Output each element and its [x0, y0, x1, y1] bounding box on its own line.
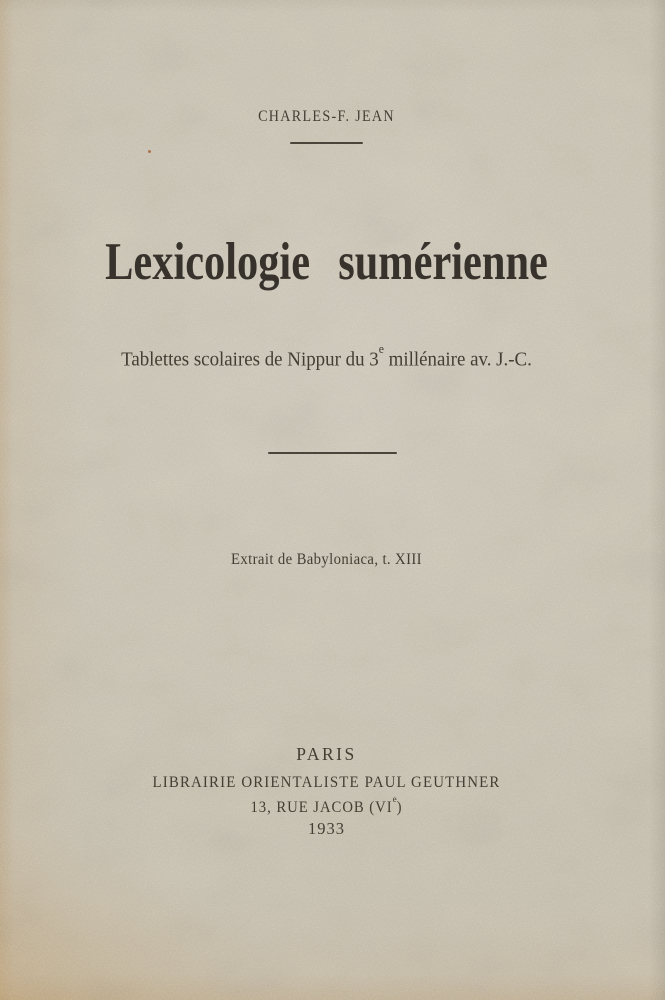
subtitle-superscript: e	[378, 341, 384, 356]
subtitle-text-end: millénaire av. J.-C.	[383, 349, 532, 371]
separator-rule-middle	[268, 452, 397, 454]
address-text-end: )	[396, 799, 403, 817]
subtitle-text: Tablettes scolaires de Nippur du 3	[121, 349, 379, 371]
imprint-address	[11, 793, 643, 817]
book-subtitle	[4, 341, 649, 371]
imprint-city: PARIS	[296, 744, 357, 764]
author-name: CHARLES-F. JEAN	[258, 108, 395, 125]
address-superscript: e	[392, 793, 397, 805]
address-text: 13, RUE JACOB (VI	[250, 799, 393, 817]
paper-speck	[148, 150, 151, 153]
imprint-year: 1933	[308, 819, 345, 838]
imprint-publisher: LIBRAIRIE ORIENTALISTE PAUL GEUTHNER	[152, 774, 501, 791]
extract-note: Extrait de Babyloniaca, t. XIII	[231, 551, 422, 568]
book-title: Lexicologie sumérienne	[105, 233, 548, 291]
separator-rule-top	[290, 142, 363, 144]
